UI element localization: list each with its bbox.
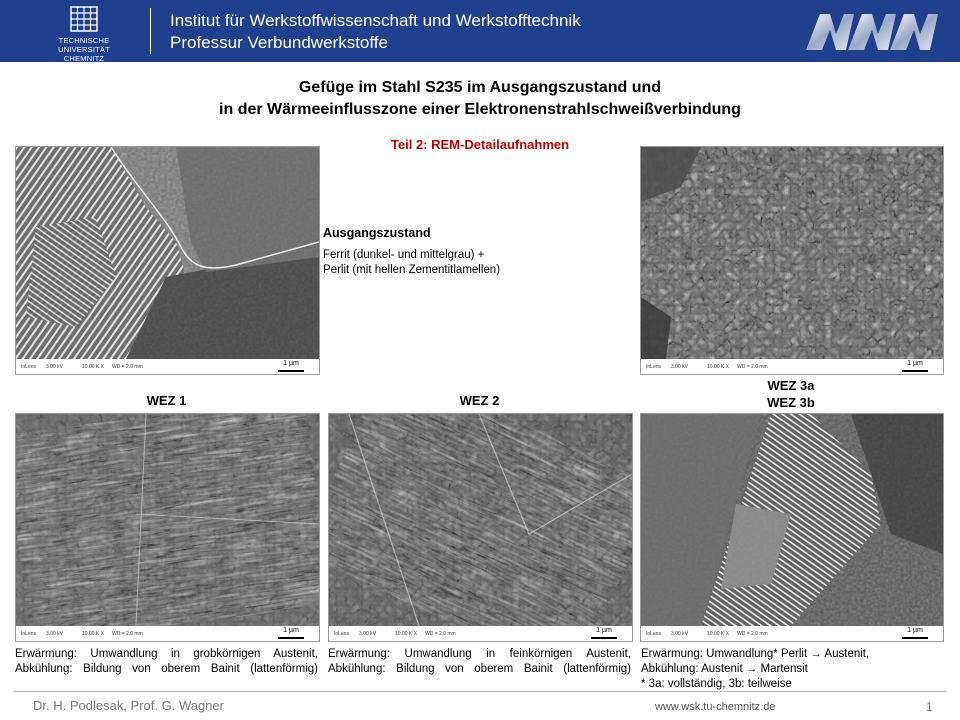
slide-title-line1: Gefüge im Stahl S235 im Ausgangszustand und [298, 79, 662, 96]
databar-detector: InLens [646, 364, 662, 370]
footer-divider [14, 691, 946, 692]
databar-detector: InLens [334, 631, 350, 637]
wez3a-label: WEZ 3a [767, 378, 815, 393]
wez1-label: WEZ 1 [146, 393, 187, 408]
tu-chemnitz-logo [34, 6, 134, 63]
tu-chemnitz-logo-icon [70, 6, 98, 32]
databar-mag: 10.00 K X [707, 364, 729, 370]
scale-bar: 1 µm [278, 627, 304, 634]
scale-bar: 1 µm [278, 360, 304, 367]
ausgang-line2: Perlit (mit hellen Zementitlamellen) [323, 264, 501, 276]
databar-kv: 3.00 kV [359, 631, 376, 637]
wez3b-label: WEZ 3b [767, 395, 815, 410]
footer-url[interactable]: www.wsk.tu-chemnitz.de [655, 701, 776, 713]
slide-subtitle: Teil 2: REM-Detailaufnahmen [390, 137, 570, 152]
databar-kv: 3.00 kV [671, 631, 688, 637]
wez2-desc-line1: Erwärmung: Umwandlung in feinkörnigen Austenit, [328, 648, 631, 660]
databar-wd: WD = 2.0 mm [112, 364, 143, 370]
institute-name: Institut für Werkstoffwissenschaft und Werkstofftechnik [170, 11, 581, 30]
scale-bar: 1 µm [902, 627, 928, 634]
header-band [0, 0, 960, 62]
micrograph-wez1 [15, 413, 320, 642]
university-name-line2: CHEMNITZ [63, 54, 105, 63]
micrograph-ausgang-left [15, 146, 320, 375]
wez3-desc-line3: * 3a: vollständig, 3b: teilweise [641, 678, 792, 690]
databar-kv: 3.00 kV [671, 364, 688, 370]
wez2-label: WEZ 2 [459, 393, 500, 408]
wez2-desc-line2: Abkühlung: Bildung von oberem Bainit (lattenförmig) [328, 663, 631, 675]
databar-mag: 10.00 K X [82, 631, 104, 637]
ausgang-line1: Ferrit (dunkel- und mittelgrau) + [323, 249, 485, 261]
wsk-logo [806, 12, 938, 52]
databar-kv: 3.00 kV [46, 364, 63, 370]
wez3-desc-line2: Abkühlung: Austenit → Martensit [641, 663, 808, 675]
databar-detector: InLens [646, 631, 662, 637]
scale-bar: 1 µm [902, 360, 928, 367]
databar-wd: WD = 2.0 mm [425, 631, 456, 637]
wez1-desc-line1: Erwärmung: Umwandlung in grobkörnigen Austenit, [15, 648, 318, 660]
header-divider [150, 8, 151, 54]
wez3-desc-line1: Erwärmung: Umwandlung* Perlit → Austenit, [641, 648, 870, 660]
micrograph-wez3 [640, 413, 944, 642]
micrograph-wez2 [328, 413, 633, 642]
databar-mag: 10.00 K X [707, 631, 729, 637]
databar-detector: InLens [21, 631, 37, 637]
slide-title-line2: in der Wärmeeinflusszone einer Elektronenstrahlschweißverbindung [219, 101, 741, 118]
wez1-desc-line2: Abkühlung: Bildung von oberem Bainit (lattenförmig) [15, 663, 318, 675]
ausgang-heading: Ausgangszustand [323, 226, 431, 240]
databar-mag: 10.00 K X [82, 364, 104, 370]
databar-wd: WD = 2.0 mm [737, 631, 768, 637]
footer-authors: Dr. H. Podlesak, Prof. G. Wagner [33, 698, 224, 713]
databar-kv: 3.00 kV [46, 631, 63, 637]
scale-bar: 1 µm [591, 627, 617, 634]
micrograph-ausgang-right [640, 146, 944, 375]
databar-detector: InLens [21, 364, 37, 370]
chair-name: Professur Verbundwerkstoffe [170, 33, 388, 52]
page-number: 1 [926, 700, 933, 714]
databar-wd: WD = 2.0 mm [112, 631, 143, 637]
university-name-line1: TECHNISCHE UNIVERSITÄT [58, 36, 110, 54]
databar-mag: 10.00 K X [395, 631, 417, 637]
databar-wd: WD = 2.0 mm [737, 364, 768, 370]
